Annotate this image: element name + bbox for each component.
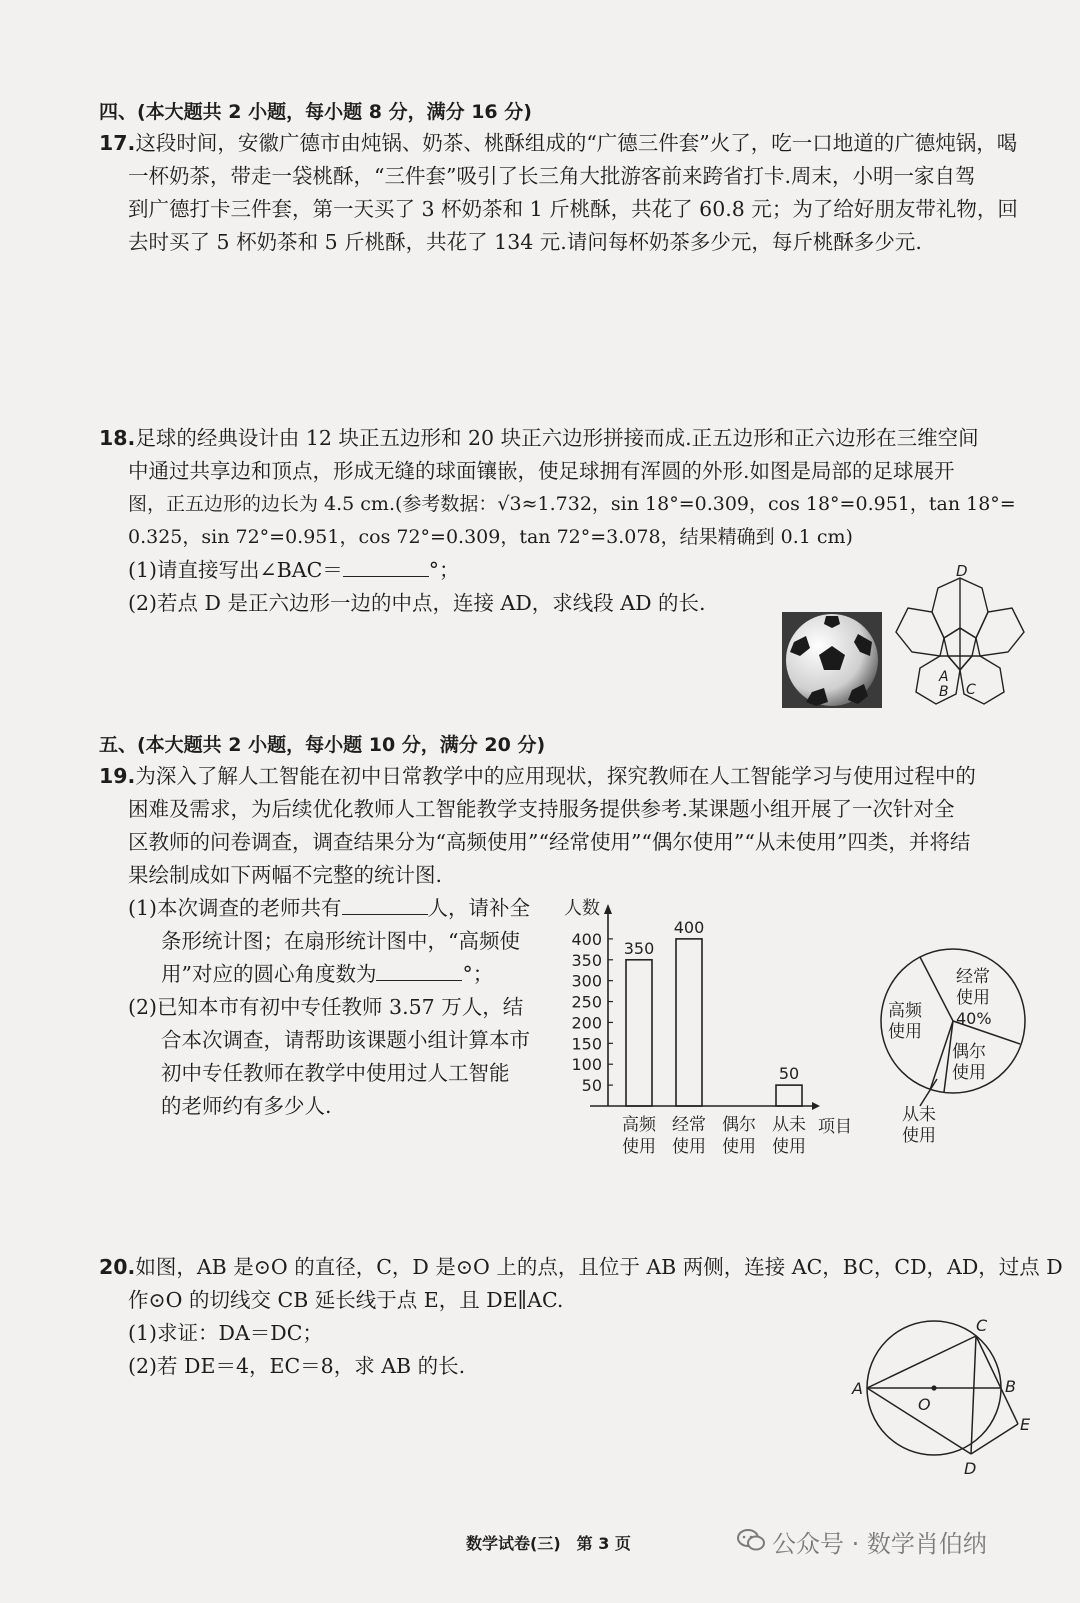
q19-line-3: 区教师的问卷调查，调查结果分为“高频使用”“经常使用”“偶尔使用”“从未使用”四类，并将结 [128, 830, 971, 854]
label-A: A [939, 669, 949, 685]
x-category-label: 经常 [672, 1115, 706, 1135]
q19-p2-l3: 初中专任教师在教学中使用过人工智能 [161, 1061, 510, 1085]
answer-blank[interactable] [343, 558, 429, 577]
label-B: B [1005, 1377, 1016, 1396]
pie-label-percent: 40% [956, 1009, 992, 1028]
bar-chart [560, 888, 870, 1168]
q17-line-3: 到广德打卡三件套，第一天买了 3 杯奶茶和 1 斤桃酥，共花了 60.8 元；为了给好朋友带礼物，回 [128, 197, 1018, 221]
pie-chart [870, 944, 1040, 1154]
y-axis-label: 人数 [564, 898, 600, 919]
bar [776, 1085, 802, 1106]
x-category-label: 使用 [622, 1137, 656, 1157]
question-19 [99, 760, 1039, 892]
x-category-label: 使用 [722, 1137, 756, 1157]
answer-blank[interactable] [376, 962, 462, 981]
answer-blank[interactable] [342, 896, 428, 915]
page-footer: 数学试卷(三) 第 3 页 [466, 1534, 631, 1553]
q18-part-2: (2)若点 D 是正六边形一边的中点，连接 AD，求线段 AD 的长. [128, 591, 706, 615]
label-O: O [918, 1395, 931, 1414]
soccer-ball-image [782, 612, 882, 708]
q19-line-1: 为深入了解人工智能在初中日常教学中的应用现状，探究教师在人工智能学习与使用过程中的 [135, 764, 976, 788]
q20-line-2: 作⊙O 的切线交 CB 延长线于点 E，且 DE∥AC. [128, 1288, 564, 1312]
q19-p1-l2: 条形统计图；在扇形统计图中，“高频使 [161, 929, 520, 953]
q19-line-2: 困难及需求，为后续优化教师人工智能教学支持服务提供参考.某课题小组开展了一次针对全 [128, 797, 955, 821]
q20-number: 20. [99, 1255, 136, 1279]
question-17 [99, 127, 1039, 259]
q18-line-2: 中通过共享边和顶点，形成无缝的球面镶嵌，使足球拥有浑圆的外形.如图是局部的足球展开 [128, 459, 955, 483]
q19-line-4: 果绘制成如下两幅不完整的统计图. [128, 863, 443, 887]
soccer-unfold-figure [890, 560, 1030, 708]
label-A: A [852, 1379, 863, 1398]
q19-p2-l4: 的老师约有多少人. [161, 1094, 332, 1118]
q19-parts [128, 892, 568, 1123]
section-5-heading: 五、(本大题共 2 小题，每小题 10 分，满分 20 分) [99, 734, 546, 756]
q19-p1-l3b: °； [462, 962, 494, 986]
label-B: B [939, 684, 949, 700]
q18-line-4: 0.325，sin 72°=0.951，cos 72°=0.309，tan 72°=3.078，结果精确到 0.1 cm) [128, 526, 853, 548]
q20-line-1: 如图，AB 是⊙O 的直径，C，D 是⊙O 上的点，且位于 AB 两侧，连接 AC，BC，CD，AD，过点 D [135, 1255, 1063, 1279]
watermark: 公众号 · 数学肖伯纳 [772, 1530, 987, 1558]
q17-line-1: 这段时间，安徽广德市由炖锅、奶茶、桃酥组成的“广德三件套”火了，吃一口地道的广德炖锅，喝 [135, 131, 1018, 155]
pie-label-congwei-1: 从未 [902, 1105, 936, 1125]
label-D: D [956, 562, 968, 580]
x-category-label: 使用 [672, 1137, 706, 1157]
y-tick-label: 250 [571, 992, 602, 1012]
bar-value-label: 400 [673, 917, 705, 937]
q19-p1-l1a: (1)本次调查的老师共有 [128, 896, 342, 920]
x-category-label: 从未 [772, 1115, 806, 1135]
y-tick-label: 150 [571, 1034, 602, 1054]
q18-line-1: 足球的经典设计由 12 块正五边形和 20 块正六边形拼接而成.正五边形和正六边形在三维空间 [135, 426, 979, 450]
q17-line-2: 一杯奶茶，带走一袋桃酥，“三件套”吸引了长三角大批游客前来跨省打卡.周末，小明一家自驾 [128, 164, 976, 188]
pie-label-jingchang-1: 经常 [956, 967, 990, 987]
wechat-icon [736, 1528, 766, 1552]
x-category-label: 偶尔 [722, 1115, 756, 1135]
pie-label-gaopin-1: 高频 [888, 1001, 922, 1021]
bar-value-label: 50 [778, 1064, 800, 1084]
circle-geometry-figure [846, 1316, 1046, 1476]
x-category-label: 高频 [622, 1115, 656, 1135]
pie-label-jingchang-2: 使用 [956, 988, 990, 1008]
q19-p1-l1b: 人，请补全 [427, 896, 531, 920]
q17-number: 17. [99, 131, 136, 155]
bar [626, 960, 652, 1106]
q19-p2-l2: 合本次调查，请帮助该课题小组计算本市 [161, 1028, 530, 1052]
pie-label-gaopin-2: 使用 [888, 1022, 922, 1042]
q18-number: 18. [99, 426, 136, 450]
q18-part1-unit: °； [428, 558, 460, 582]
y-tick-label: 200 [571, 1013, 602, 1033]
y-tick-label: 100 [571, 1055, 602, 1075]
label-C: C [966, 682, 976, 698]
x-axis-label: 项目 [818, 1117, 852, 1137]
q19-p2-l1: (2)已知本市有初中专任教师 3.57 万人，结 [128, 995, 524, 1019]
label-D: D [964, 1459, 977, 1476]
y-axis-arrow [604, 904, 612, 914]
q18-line-3: 图，正五边形的边长为 4.5 cm.(参考数据：√3≈1.732，sin 18°=0.309，cos 18°=0.951，tan 18°= [128, 493, 1016, 515]
q17-line-4: 去时买了 5 杯奶茶和 5 斤桃酥，共花了 134 元.请问每杯奶茶多少元，每斤桃酥多少元. [128, 230, 922, 254]
x-category-label: 使用 [772, 1137, 806, 1157]
q19-p1-l3a: 用”对应的圆心角度数为 [161, 962, 377, 986]
y-tick-label: 350 [571, 950, 602, 970]
label-E: E [1020, 1415, 1031, 1434]
q20-part-2: (2)若 DE＝4，EC＝8，求 AB 的长. [128, 1354, 466, 1378]
bar [676, 939, 702, 1106]
pie-label-congwei-2: 使用 [902, 1126, 936, 1146]
y-tick-label: 300 [571, 971, 602, 991]
bar-value-label: 350 [623, 938, 655, 958]
label-C: C [976, 1316, 988, 1335]
q18-part1-text: (1)请直接写出∠BAC＝ [128, 558, 343, 582]
q19-number: 19. [99, 764, 136, 788]
section-4-heading: 四、(本大题共 2 小题，每小题 8 分，满分 16 分) [99, 101, 532, 123]
pie-label-ouer-1: 偶尔 [952, 1042, 986, 1062]
y-tick-label: 50 [581, 1076, 602, 1096]
x-axis-arrow [812, 1102, 820, 1110]
y-tick-label: 400 [571, 929, 602, 949]
q20-part-1: (1)求证：DA＝DC； [128, 1321, 323, 1345]
pie-label-ouer-2: 使用 [952, 1063, 986, 1083]
